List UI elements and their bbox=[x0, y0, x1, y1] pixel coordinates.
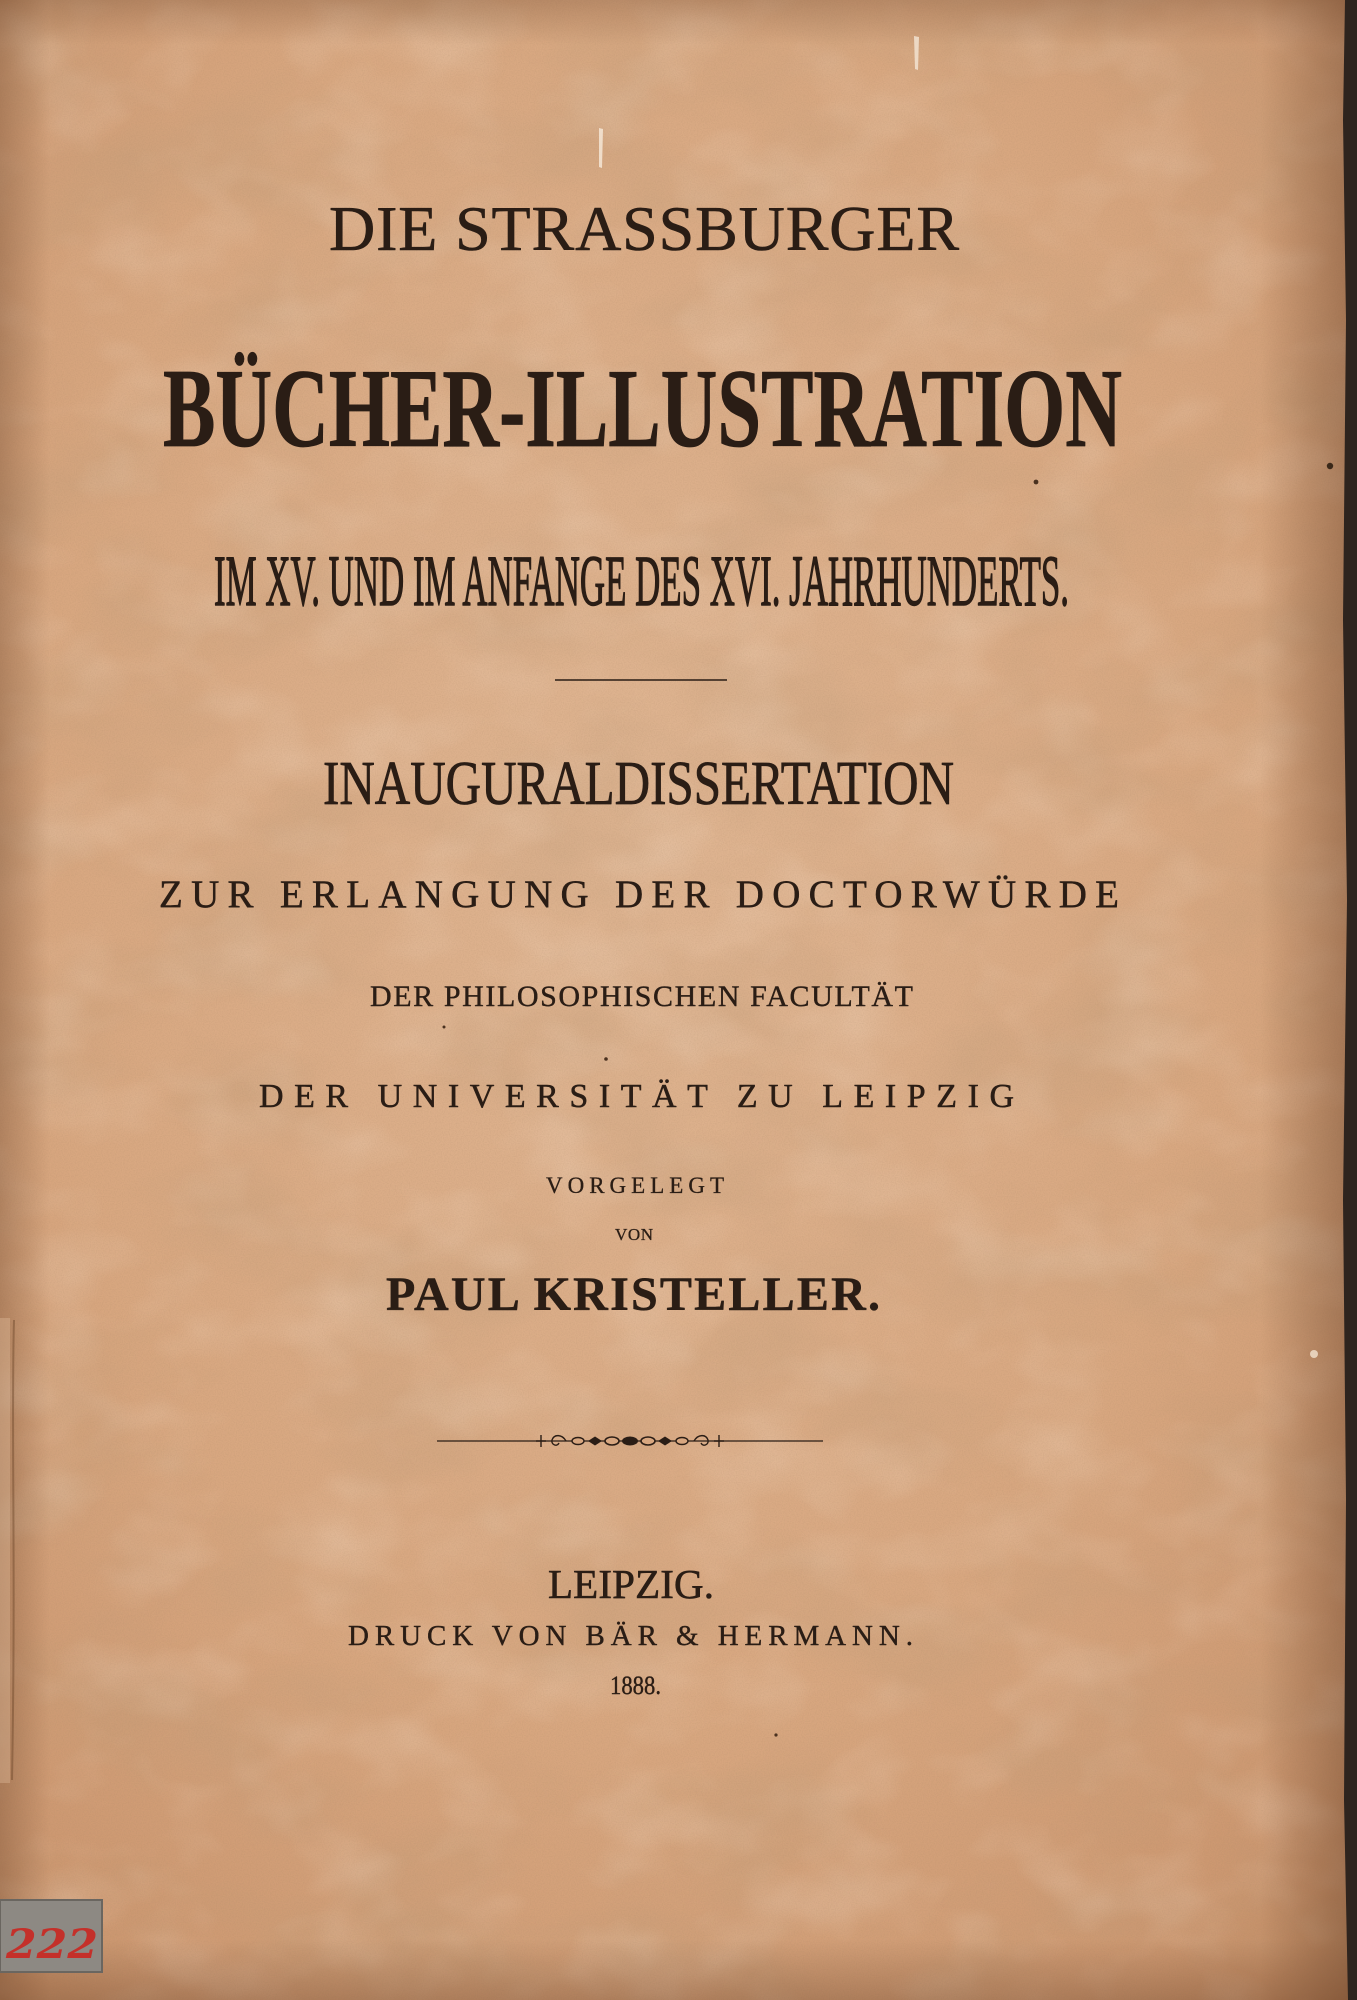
title-subtitle: IM XV. UND IM ANFANGE DES XVI. JAHRHUNDERTS. bbox=[214, 541, 1069, 621]
ornament-ring bbox=[572, 1438, 584, 1445]
title-line-1: DIE STRASSBURGER bbox=[329, 193, 959, 264]
paper-speck bbox=[1034, 480, 1039, 485]
paper-speck bbox=[774, 1733, 777, 1736]
ornament-center-bead bbox=[622, 1437, 638, 1446]
ornament-ring bbox=[605, 1437, 619, 1445]
main-title: BÜCHER-ILLUSTRATION bbox=[163, 347, 1122, 471]
right-edge-shading bbox=[1260, 0, 1357, 2000]
paper-speck bbox=[443, 1026, 446, 1029]
submitted-label: VORGELEGT bbox=[546, 1173, 724, 1198]
paper-speck bbox=[1327, 463, 1333, 469]
author-name: PAUL KRISTELLER. bbox=[386, 1268, 880, 1321]
shelf-label bbox=[0, 1900, 102, 1972]
paper-speck bbox=[604, 1057, 608, 1061]
imprint-year: 1888. bbox=[610, 1671, 661, 1700]
top-edge-shading bbox=[0, 0, 1357, 45]
bottom-edge-shading bbox=[0, 1940, 1357, 2000]
imprint-place: LEIPZIG. bbox=[548, 1561, 714, 1607]
left-edge-wear bbox=[0, 1318, 10, 1783]
faculty-line: DER PHILOSOPHISCHEN FACULTÄT bbox=[370, 980, 913, 1013]
ornament-ring bbox=[641, 1437, 655, 1445]
ornament-ring bbox=[676, 1438, 688, 1445]
imprint-printer: DRUCK VON BÄR & HERMANN. bbox=[348, 1620, 913, 1652]
by-label: VON bbox=[615, 1225, 653, 1244]
thesis-type: INAUGURALDISSERTATION bbox=[323, 750, 954, 818]
paper-speck bbox=[1310, 1350, 1318, 1358]
shelf-number: 222 bbox=[4, 1921, 99, 1968]
thesis-purpose: ZUR ERLANGUNG DER DOCTORWÜRDE bbox=[159, 873, 1119, 916]
university-line: DER UNIVERSITÄT ZU LEIPZIG bbox=[259, 1078, 1014, 1115]
